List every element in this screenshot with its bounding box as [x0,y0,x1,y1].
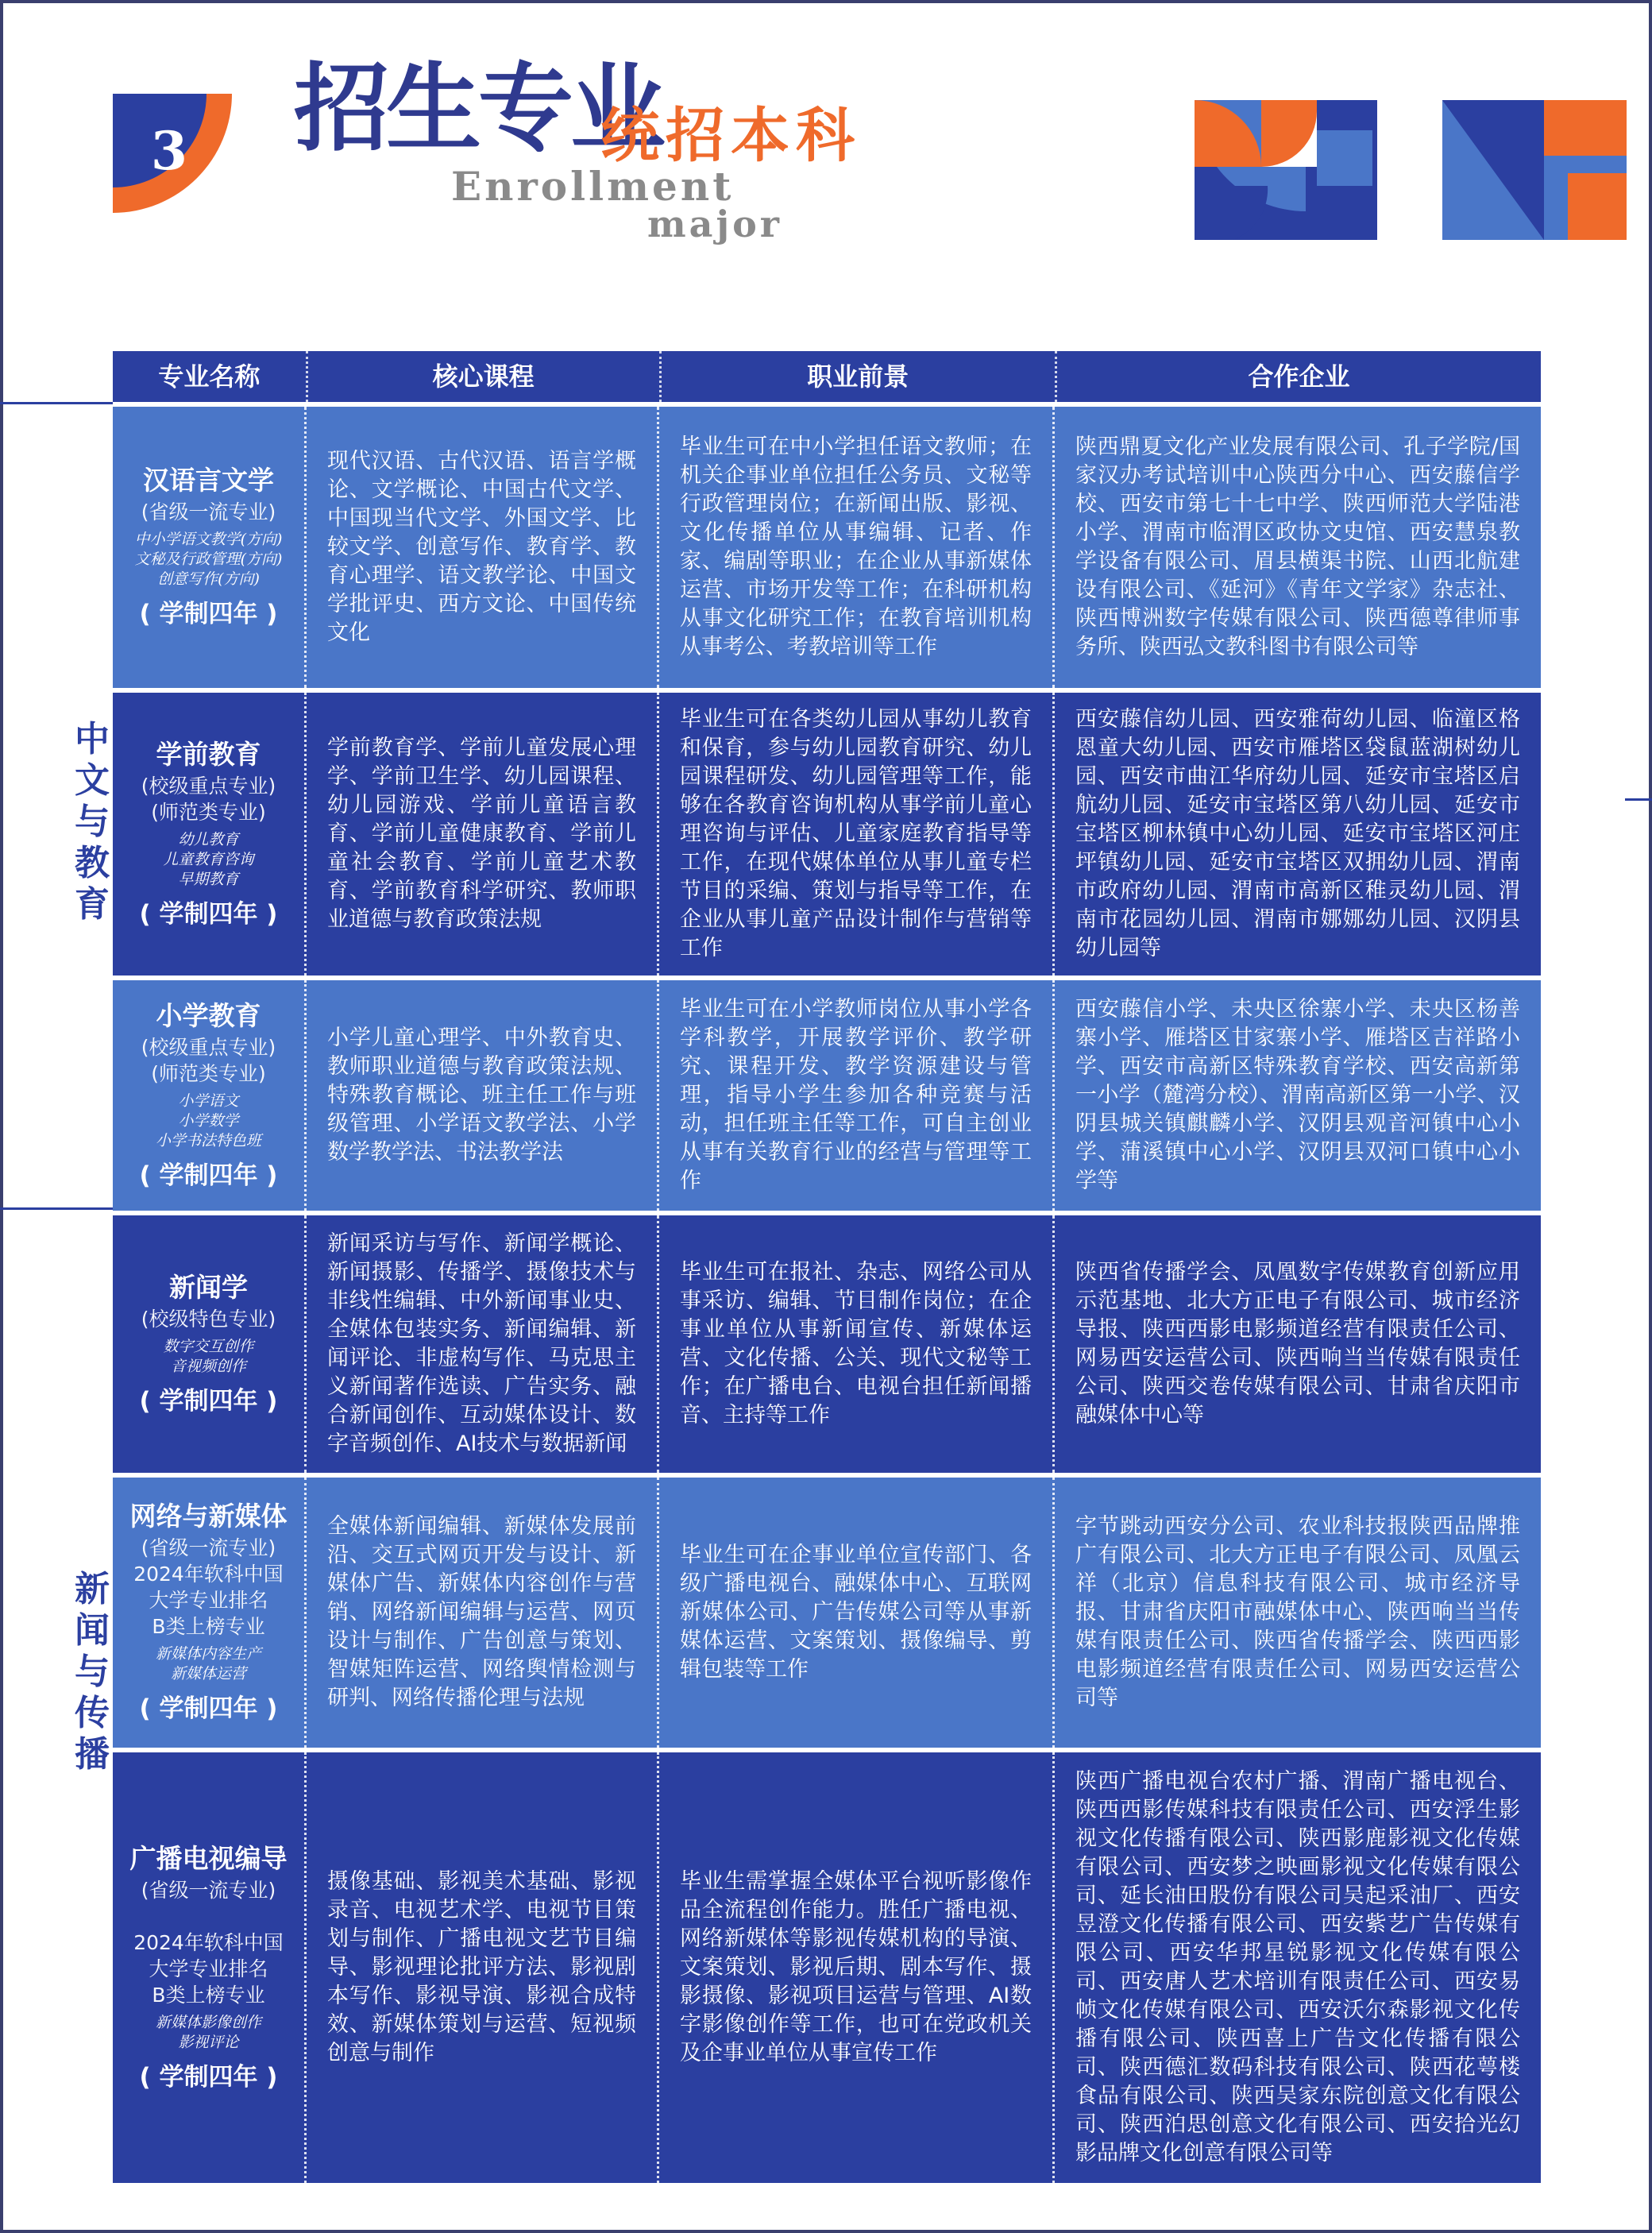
partners-cell: 陕西鼎夏文化产业发展有限公司、孔子学院/国家汉办考试培训中心陕西分中心、西安藤信学校、西安市第七十七中学、陕西师范大学陆港小学、渭南市临渭区政协文史馆、西安慧泉教学设备有限公司、眉县横渠书院、山西北航建设有限公司、《延河》《青年文学家》杂志社、陕西博洲数字传媒有限公司、陕西德尊律师事务所、陕西弘文教科图书有限公司等 [1075,435,1520,659]
major-directions [135,530,283,589]
header-career: 职业前景 [662,351,1058,402]
career-cell: 毕业生可在小学教师岗位从事小学各学科教学，开展教学评价、教学研究、课程开发、教学资源建设与管理，指导小学生参加各种竞赛与活动，担任班主任等工作，可自主创业从事有关教育行业的经营与管理等工作 [659,980,1055,1211]
major-cell [113,980,307,1211]
major-direction: 幼儿教育 [178,830,239,848]
major-direction: 数字交互创作 [163,1337,254,1355]
table-row [113,980,1541,1211]
page-frame-top [0,0,1652,3]
header-partners: 合作企业 [1248,361,1350,392]
group-divider-2 [0,1207,113,1210]
career-cell: 毕业生可在报社、杂志、网络公司从事采访、编辑、节目制作岗位；在企事业单位从事新闻宣传、新媒体运营、文化传播、公关、现代文秘等工作；在广播电台、电视台担任新闻播音、主持等工作 [659,1215,1055,1473]
major-tag: 大学专业排名 [149,1957,268,1980]
major-duration: ( 学制四年 ) [139,1386,278,1416]
section-number: 3 [151,120,187,182]
major-name: 学前教育 [156,738,261,770]
major-direction: 早期教育 [178,870,239,888]
major-name: 网络与新媒体 [129,1501,288,1532]
major-tag: (省级一流专业) [141,500,276,523]
table-header [113,351,1541,402]
table-row [113,1478,1541,1748]
right-edge-tick [1625,798,1652,801]
major-duration: ( 学制四年 ) [139,1161,278,1190]
majors-table [113,351,1541,2183]
partners-cell: 字节跳动西安分公司、农业科技报陕西品牌推广有限公司、北大方正电子有限公司、凤凰云祥（北京）信息科技有限公司、城市经济导报、甘肃省庆阳市融媒体中心、陕西响当当传媒有限责任公司、陕西省传播学会、陕西西影电影频道经营有限责任公司、网易西安运营公司等 [1075,1514,1520,1710]
page-frame-right [1649,0,1652,2233]
major-duration: ( 学制四年 ) [139,899,278,929]
major-duration: ( 学制四年 ) [139,600,278,628]
major-direction: 小学书法特色班 [155,1131,261,1149]
major-directions [163,830,253,890]
group-divider-1 [0,402,113,404]
major-direction: 影视评论 [178,2033,239,2051]
career-cell: 毕业生需掌握全媒体平台视听影像作品全流程创作能力。胜任广播电视、网络新媒体等影视传媒机构的导演、文案策划、影视后期、剧本写作、摄影摄像、影视项目运营与管理、AI数字影像创作等工作，也可在党政机关及企事业单位从事宣传工作 [659,1752,1055,2183]
career-cell: 毕业生可在各类幼儿园从事幼儿教育和保育，参与幼儿园教育研究、幼儿园课程研发、幼儿园管理等工作，能够在各教育咨询机构从事学前儿童心理咨询与评估、儿童家庭教育指导等工作，在现代媒体单位从事儿童专栏节目的采编、策划与指导等工作，在企业从事儿童产品设计制作与营销等工作 [659,693,1055,975]
table-row [113,1752,1541,2183]
major-directions [156,2013,261,2053]
major-tag: 大学专业排名 [149,1589,268,1612]
group-label-news-communication: 新闻与传播 [75,1569,110,1775]
major-direction: 创意写作(方向) [157,570,260,588]
major-name: 小学教育 [156,999,261,1031]
table-row [113,693,1541,975]
major-direction: 儿童教育咨询 [163,850,254,868]
major-tag: (校级特色专业) [141,1307,276,1331]
partners-cell: 西安藤信小学、未央区徐寨小学、未央区杨善寨小学、雁塔区甘家寨小学、雁塔区吉祥路小学、西安市高新区特殊教育学校、西安高新第一小学（麓湾分校）、渭南高新区第一小学、汉阴县城关镇麒麟小学、汉阴县观音河镇中心小学、蒲溪镇中心小学、汉阴县双河口镇中心小学等 [1075,997,1520,1193]
table-row [113,1215,1541,1473]
major-duration: ( 学制四年 ) [139,2062,278,2092]
career-cell: 毕业生可在中小学担任语文教师；在机关企事业单位担任公务员、文秘等行政管理岗位；在新闻出版、影视、文化传播单位从事编辑、记者、作家、编剧等职业；在企业从事新媒体运营、市场开发等工作；在科研机构从事文化研究工作；在教育培训机构从事考公、考教培训等工作 [659,407,1055,688]
major-name: 新闻学 [169,1271,248,1303]
header-major-name: 专业名称 [113,351,308,402]
major-cell [113,1215,307,1473]
major-tag: (师范类专业) [151,1061,266,1085]
page-frame-bottom [0,2230,1652,2233]
partners-cell: 陕西广播电视台农村广播、渭南广播电视台、陕西西影传媒科技有限责任公司、西安浮生影视文化传播有限公司、陕西影鹿影视文化传媒有限公司、西安梦之映画影视文化传媒有限公司、延长油田股份有限公司吴起采油厂、西安昱澄文化传播有限公司、西安紫艺广告传媒有限公司、西安华邦星锐影视文化传媒有限公司、西安唐人艺术培训有限责任公司、西安易帧文化传媒有限公司、西安沃尔森影视文化传播有限公司、陕西喜上广告文化传播有限公司、陕西德汇数码科技有限公司、陕西花萼楼食品有限公司、陕西吴家东院创意文化有限公司、陕西泊思创意文化有限公司、西安拾光幻影品牌文化创意有限公司等 [1075,1769,1520,2165]
table-row [113,407,1541,688]
major-direction: 小学数学 [178,1111,239,1130]
major-directions [156,1644,261,1684]
major-tag: (校级重点专业) [141,774,276,798]
major-tag: B类上榜专业 [152,1615,265,1638]
page-title-cn: 招生专业 [294,52,662,164]
core-courses-cell: 摄像基础、影视美术基础、影视录音、电视艺术学、电视节目策划与制作、广播电视文艺节目编导、影视理论批评方法、影视剧本写作、影视导演、影视合成特效、新媒体策划与运营、短视频创意与制作 [307,1752,659,2183]
page-title-en-line1: Enrollment [451,163,735,210]
major-name: 广播电视编导 [129,1842,288,1874]
core-courses-cell: 现代汉语、古代汉语、语言学概论、文学概论、中国古代文学、中国现当代文学、外国文学、比较文学、创意写作、教育学、教育心理学、语文教学论、中国文学批评史、西方文论、中国传统文化 [307,407,659,688]
major-tag: B类上榜专业 [152,1983,265,2007]
core-courses-cell: 学前教育学、学前儿童发展心理学、学前卫生学、幼儿园课程、幼儿园游戏、学前儿童语言教育、学前儿童健康教育、学前儿童社会教育、学前儿童艺术教育、学前教育科学研究、教师职业道德与教育政策法规 [307,693,659,975]
page-subtitle: 统招本科 [600,102,861,170]
core-courses-cell: 新闻采访与写作、新闻学概论、新闻摄影、传播学、摄像技术与非线性编辑、中外新闻事业史、全媒体包装实务、新闻编辑、新闻评论、非虚构写作、马克思主义新闻著作选读、广告实务、融合新闻创作、互动媒体设计、数字音频创作、AI技术与数据新闻 [307,1215,659,1473]
major-direction: 新媒体内容生产 [155,1645,261,1663]
career-cell: 毕业生可在企事业单位宣传部门、各级广播电视台、融媒体中心、互联网新媒体公司、广告传媒公司等从事新媒体运营、文案策划、摄像编导、剪辑包装等工作 [659,1478,1055,1748]
major-direction: 新媒体影像创作 [155,2013,261,2031]
major-direction: 音视频创作 [170,1357,246,1375]
major-duration: ( 学制四年 ) [139,1694,278,1723]
page-title-en-line2: major [647,203,783,245]
partners-cell: 西安藤信幼儿园、西安雅荷幼儿园、临潼区格恩童大幼儿园、西安市雁塔区袋鼠蓝湖树幼儿园、西安市曲江华府幼儿园、延安市宝塔区启航幼儿园、延安市宝塔区第八幼儿园、延安市宝塔区柳林镇中心幼儿园、延安市宝塔区河庄坪镇幼儿园、延安市宝塔区双拥幼儿园、渭南市政府幼儿园、渭南市高新区稚灵幼儿园、渭南市花园幼儿园、渭南市娜娜幼儿园、汉阴县幼儿园等 [1075,707,1520,960]
major-direction: 小学语文 [178,1091,239,1110]
major-direction: 新媒体运营 [170,1665,246,1682]
major-tag: 2024年软科中国 [133,1930,284,1954]
group-label-chinese-education: 中文与教育 [75,719,110,925]
page-frame-left [0,0,3,2233]
major-name: 汉语言文学 [143,465,274,496]
header-core-courses: 核心课程 [308,351,662,402]
major-cell [113,693,307,975]
major-tag: (校级重点专业) [141,1035,276,1059]
major-directions [163,1337,253,1377]
major-directions [156,1091,261,1151]
major-tag: (省级一流专业) [141,1536,276,1559]
decorative-geometric-graphic [1195,100,1627,240]
major-direction: 文秘及行政管理(方向) [134,551,283,568]
major-tag: 2024年软科中国 [133,1563,284,1586]
major-tag: (师范类专业) [151,800,266,824]
major-tag [206,1903,212,1930]
major-direction: 中小学语文教学(方向) [134,531,283,548]
core-courses-cell: 小学儿童心理学、中外教育史、教师职业道德与教育政策法规、特殊教育概论、班主任工作与班级管理、小学语文教学法、小学数学教学法、书法教学法 [307,980,659,1211]
major-cell [113,1478,307,1748]
major-cell [113,1752,307,2183]
major-tag: (省级一流专业) [141,1878,276,1902]
major-cell [113,407,307,688]
partners-cell: 陕西省传播学会、凤凰数字传媒教育创新应用示范基地、北大方正电子有限公司、城市经济导报、陕西西影电影频道经营有限责任公司、网易西安运营公司、陕西响当当传媒有限责任公司、陕西交卷传媒有限公司、甘肃省庆阳市融媒体中心等 [1075,1260,1520,1427]
core-courses-cell: 全媒体新闻编辑、新媒体发展前沿、交互式网页开发与设计、新媒体广告、新媒体内容创作与营销、网络新闻编辑与运营、网页设计与制作、广告创意与策划、智媒矩阵运营、网络舆情检测与研判、网络传播伦理与法规 [307,1478,659,1748]
